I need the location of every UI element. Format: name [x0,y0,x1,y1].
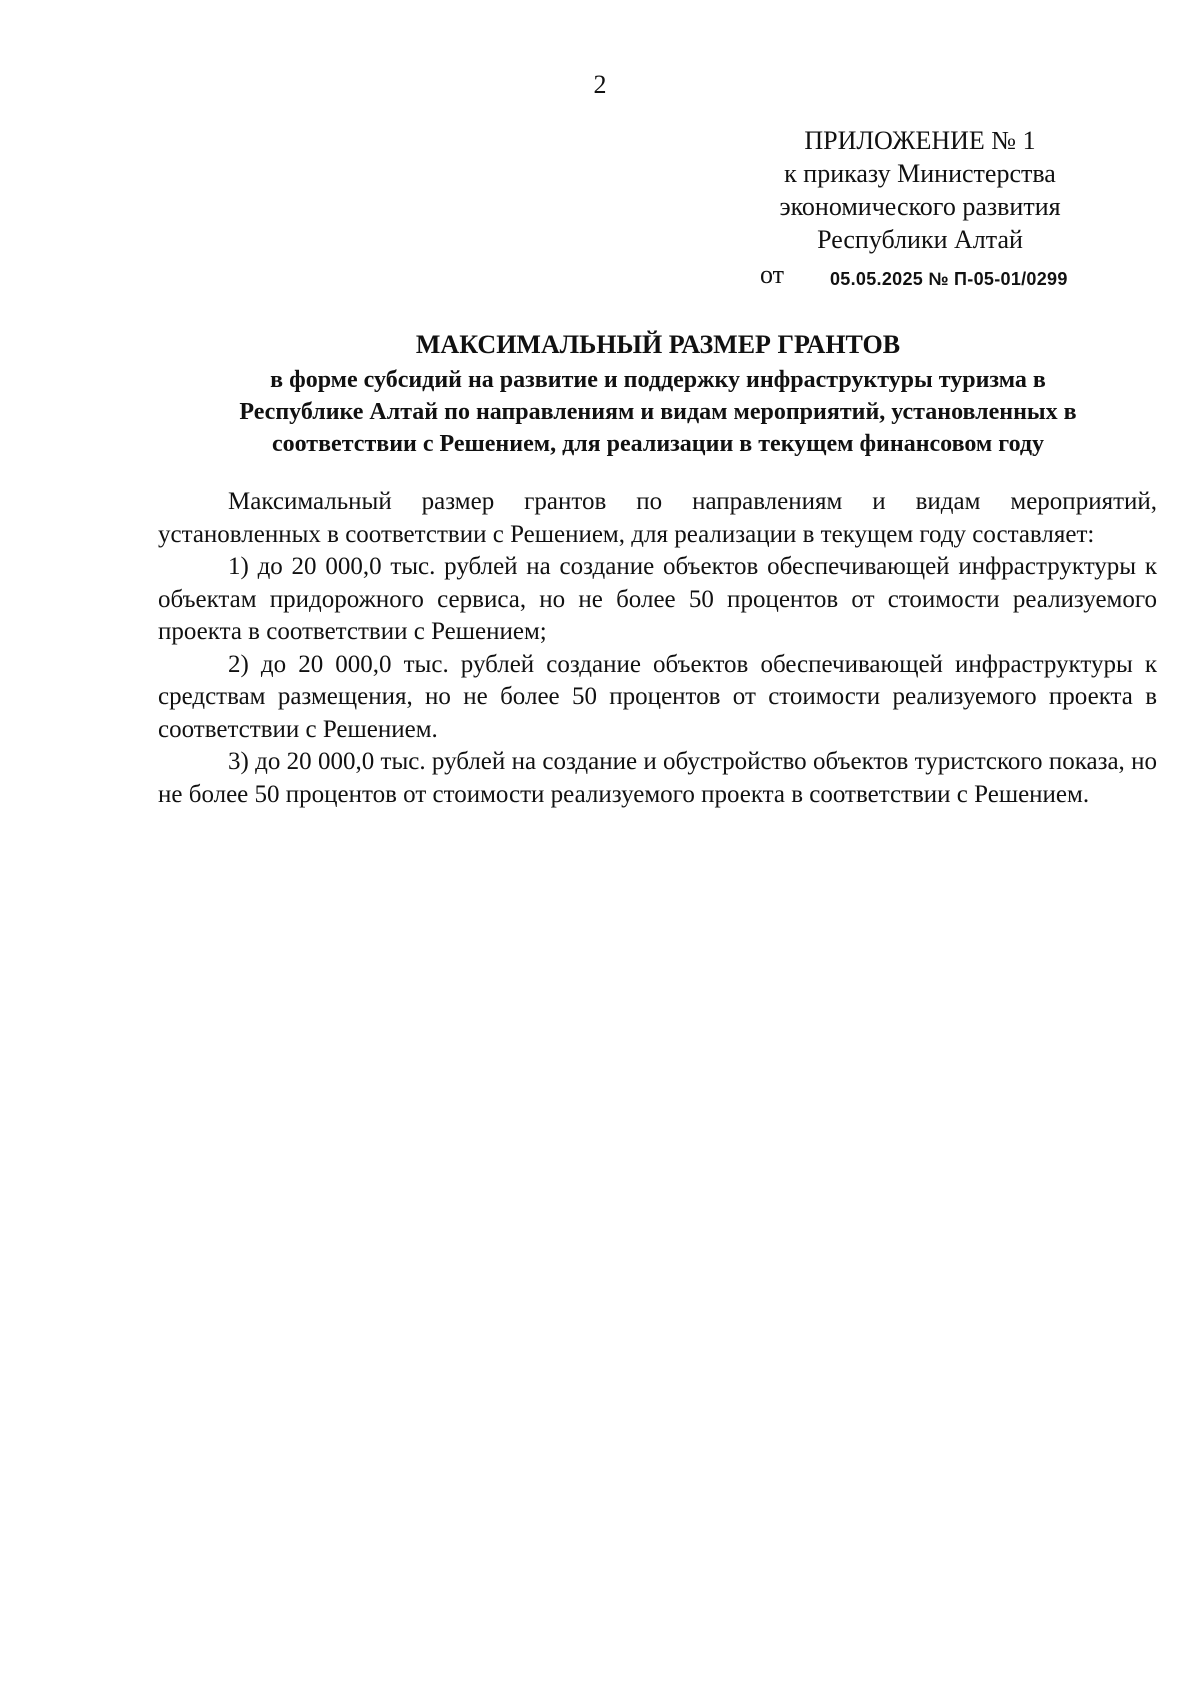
order-number-stamp: 05.05.2025 № П-05-01/0299 [830,269,1068,289]
intro-paragraph: Максимальный размер грантов по направлениям и видам мероприятий, установленных в соответствии с Решением, для реализации в текущем году составляет: [158,488,1157,548]
document-subtitle [158,364,1158,460]
list-item-3: 3) до 20 000,0 тыс. рублей на создание и обустройство объектов туристского показа, но не более 50 процентов от стоимости реализуемого проекта в соответствии с Решением. [158,748,1157,808]
order-reference-line [760,262,1120,292]
document-title [158,330,1158,360]
appendix-header [740,124,1100,256]
appendix-line-republic: Республики Алтай [817,225,1023,254]
subtitle-line-2: Республике Алтай по направлениям и видам мероприятий, установленных в [239,399,1077,425]
appendix-line-economic: экономического развития [779,192,1061,221]
title-main: МАКСИМАЛЬНЫЙ РАЗМЕР ГРАНТОВ [415,330,901,359]
appendix-line-ministry: к приказу Министерства [784,159,1056,188]
list-item-1: 1) до 20 000,0 тыс. рублей на создание объектов обеспечивающей инфраструктуры к объектам придорожного сервиса, но не более 50 процентов от стоимости реализуемого проекта в соответствии с Решением; [158,553,1157,645]
subtitle-line-3: соответствии с Решением, для реализации в текущем финансовом году [271,431,1045,457]
subtitle-line-1: в форме субсидий на развитие и поддержку инфраструктуры туризма в [270,367,1046,393]
order-from-label: от [760,260,785,289]
page-number: 2 [593,70,607,99]
document-body [158,486,1157,811]
appendix-heading: ПРИЛОЖЕНИЕ № 1 [804,126,1036,155]
list-item-2: 2) до 20 000,0 тыс. рублей создание объектов обеспечивающей инфраструктуры к средствам размещения, но не более 50 процентов от стоимости реализуемого проекта в соответствии с Решением. [158,650,1157,743]
